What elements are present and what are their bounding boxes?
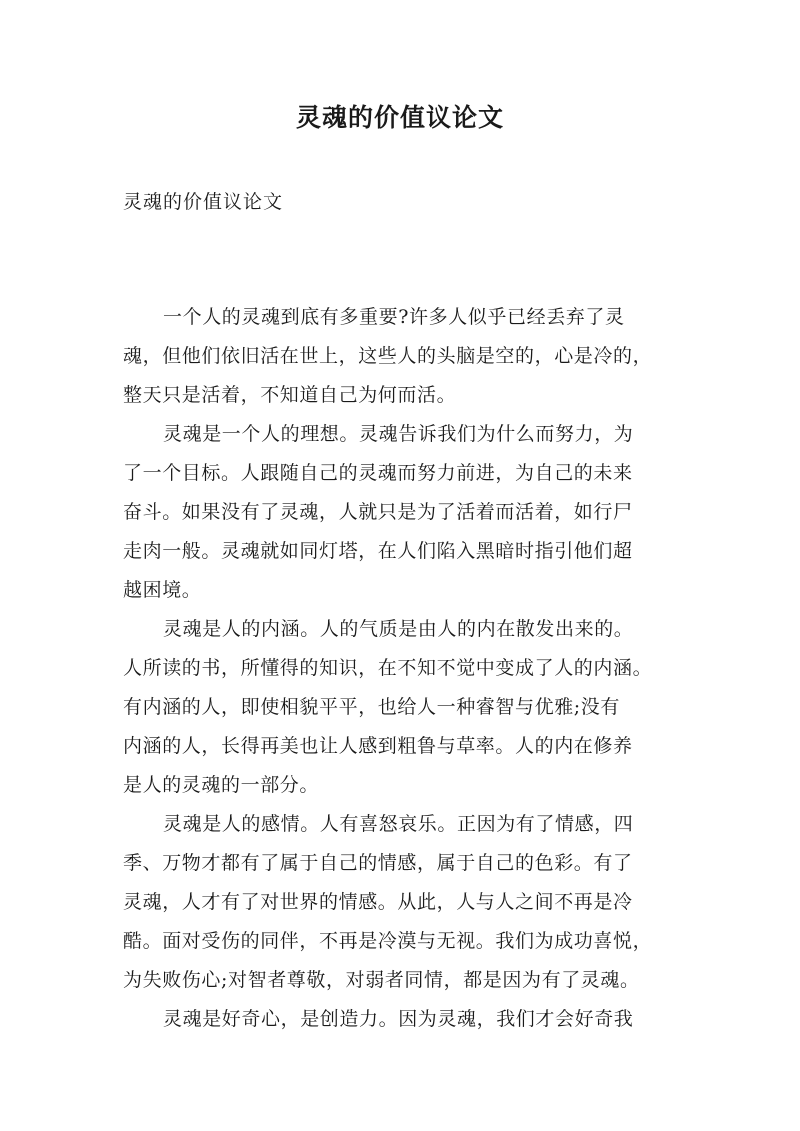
paragraph-line: 灵魂是好奇心，是创造力。因为灵魂，我们才会好奇我 (163, 1008, 634, 1030)
paragraph-line: 走肉一般。灵魂就如同灯塔，在人们陷入黑暗时指引他们超 (123, 540, 633, 562)
document-title: 灵魂的价值议论文 (295, 103, 504, 132)
paragraph-line: 一个人的灵魂到底有多重要?许多人似乎已经丢弃了灵 (163, 306, 625, 328)
paragraph-line: 魂，但他们依旧活在世上，这些人的头脑是空的，心是冷的， (123, 345, 653, 367)
paragraph-line: 人所读的书，所懂得的知识，在不知不觉中变成了人的内涵。 (123, 657, 653, 679)
paragraph-line: 灵魂是人的内涵。人的气质是由人的内在散发出来的。 (163, 618, 634, 640)
document-body (123, 298, 680, 1039)
paragraph (123, 1000, 680, 1039)
paragraph-line: 是人的灵魂的一部分。 (123, 774, 320, 796)
paragraph-line: 了一个目标。人跟随自己的灵魂而努力前进，为自己的未来 (123, 462, 633, 484)
paragraph-line: 整天只是活着，不知道自己为何而活。 (123, 384, 457, 406)
paragraph-line: 酷。面对受伤的同伴，不再是冷漠与无视。我们为成功喜悦， (123, 930, 653, 952)
paragraph (123, 415, 680, 610)
paragraph (123, 298, 680, 415)
paragraph-line: 有内涵的人，即使相貌平平，也给人一种睿智与优雅;没有 (123, 696, 621, 718)
document-subtitle: 灵魂的价值议论文 (123, 191, 284, 213)
paragraph-line: 为失败伤心;对智者尊敬，对弱者同情，都是因为有了灵魂。 (123, 969, 640, 991)
paragraph (123, 610, 680, 805)
paragraph (123, 805, 680, 1000)
paragraph-line: 越困境。 (123, 579, 202, 601)
paragraph-line: 灵魂是人的感情。人有喜怒哀乐。正因为有了情感，四 (163, 813, 634, 835)
paragraph-line: 灵魂是一个人的理想。灵魂告诉我们为什么而努力，为 (163, 423, 634, 445)
paragraph-line: 季、万物才都有了属于自己的情感，属于自己的色彩。有了 (123, 852, 633, 874)
paragraph-line: 内涵的人，长得再美也让人感到粗鲁与草率。人的内在修养 (123, 735, 633, 757)
paragraph-line: 奋斗。如果没有了灵魂，人就只是为了活着而活着，如行尸 (123, 501, 633, 523)
paragraph-line: 灵魂，人才有了对世界的情感。从此，人与人之间不再是冷 (123, 891, 633, 913)
